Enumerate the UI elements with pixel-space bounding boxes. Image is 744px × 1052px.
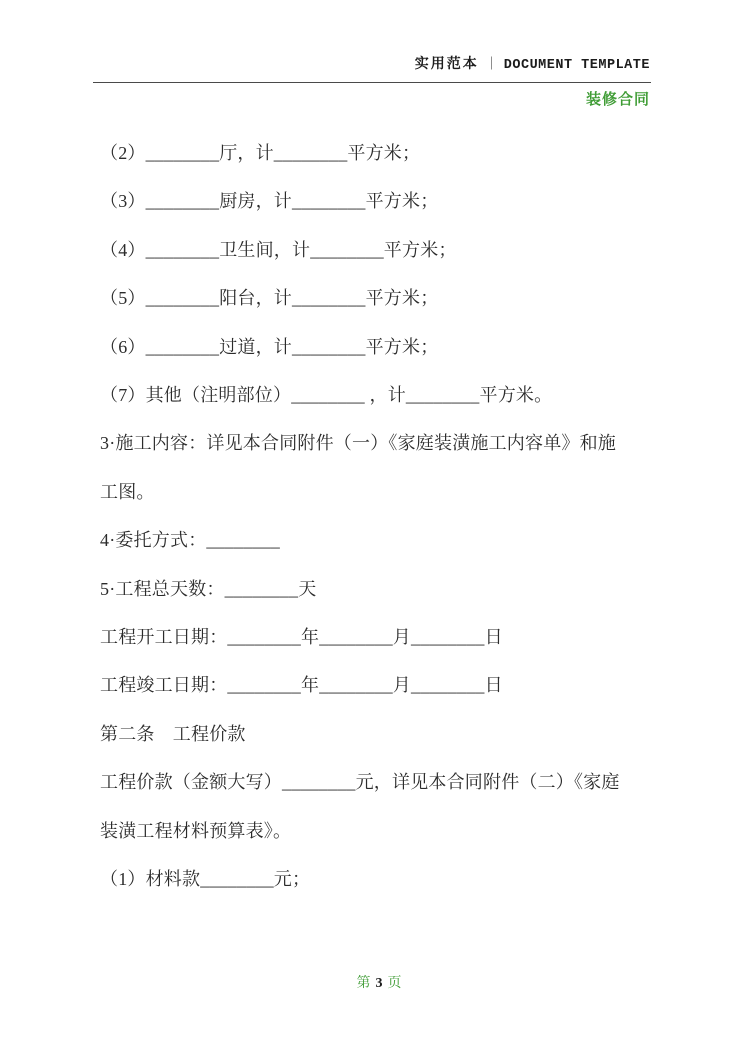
brand-name-english: DOCUMENT TEMPLATE	[503, 58, 650, 73]
document-line: （6）________过道，计________平方米；	[100, 336, 439, 357]
page-footer	[0, 956, 744, 1008]
document-line: 工程竣工日期：________年________月________日	[100, 675, 503, 696]
document-line: （2）________厅，计________平方米；	[100, 143, 421, 163]
document-line: 5·工程总天数：________天	[100, 578, 317, 599]
document-line: （1）材料款________元；	[100, 869, 311, 890]
document-line: （5）________阳台，计________平方米；	[100, 288, 439, 309]
document-line: （3）________厨房，计________平方米；	[100, 191, 439, 212]
header-rule	[93, 82, 651, 83]
brand-separator: ｜	[484, 56, 498, 71]
document-line: 装潢工程材料预算表》。	[100, 820, 292, 841]
document-line: （7）其他（注明部位）________ ，计________平方米。	[100, 385, 553, 406]
page-number: 3	[375, 976, 383, 991]
header-brand	[415, 53, 650, 73]
document-line: （4）________卫生间，计________平方米；	[100, 239, 457, 260]
document-line: 3·施工内容：详见本合同附件（一）《家庭装潢施工内容单》和施	[100, 433, 616, 454]
document-line: 第二条 工程价款	[100, 723, 246, 744]
footer-suffix: 页	[387, 976, 402, 991]
footer-prefix: 第	[356, 976, 371, 991]
document-line: 4·委托方式：________	[100, 530, 280, 551]
document-line: 工程价款（金额大写）________元，详见本合同附件（二）《家庭	[100, 772, 620, 793]
document-line: 工程开工日期：________年________月________日	[100, 627, 503, 648]
document-line: 工图。	[100, 481, 155, 502]
brand-name-chinese: 实用范本	[414, 55, 479, 71]
document-title: 装修合同	[585, 91, 650, 108]
contract-body	[100, 129, 664, 904]
